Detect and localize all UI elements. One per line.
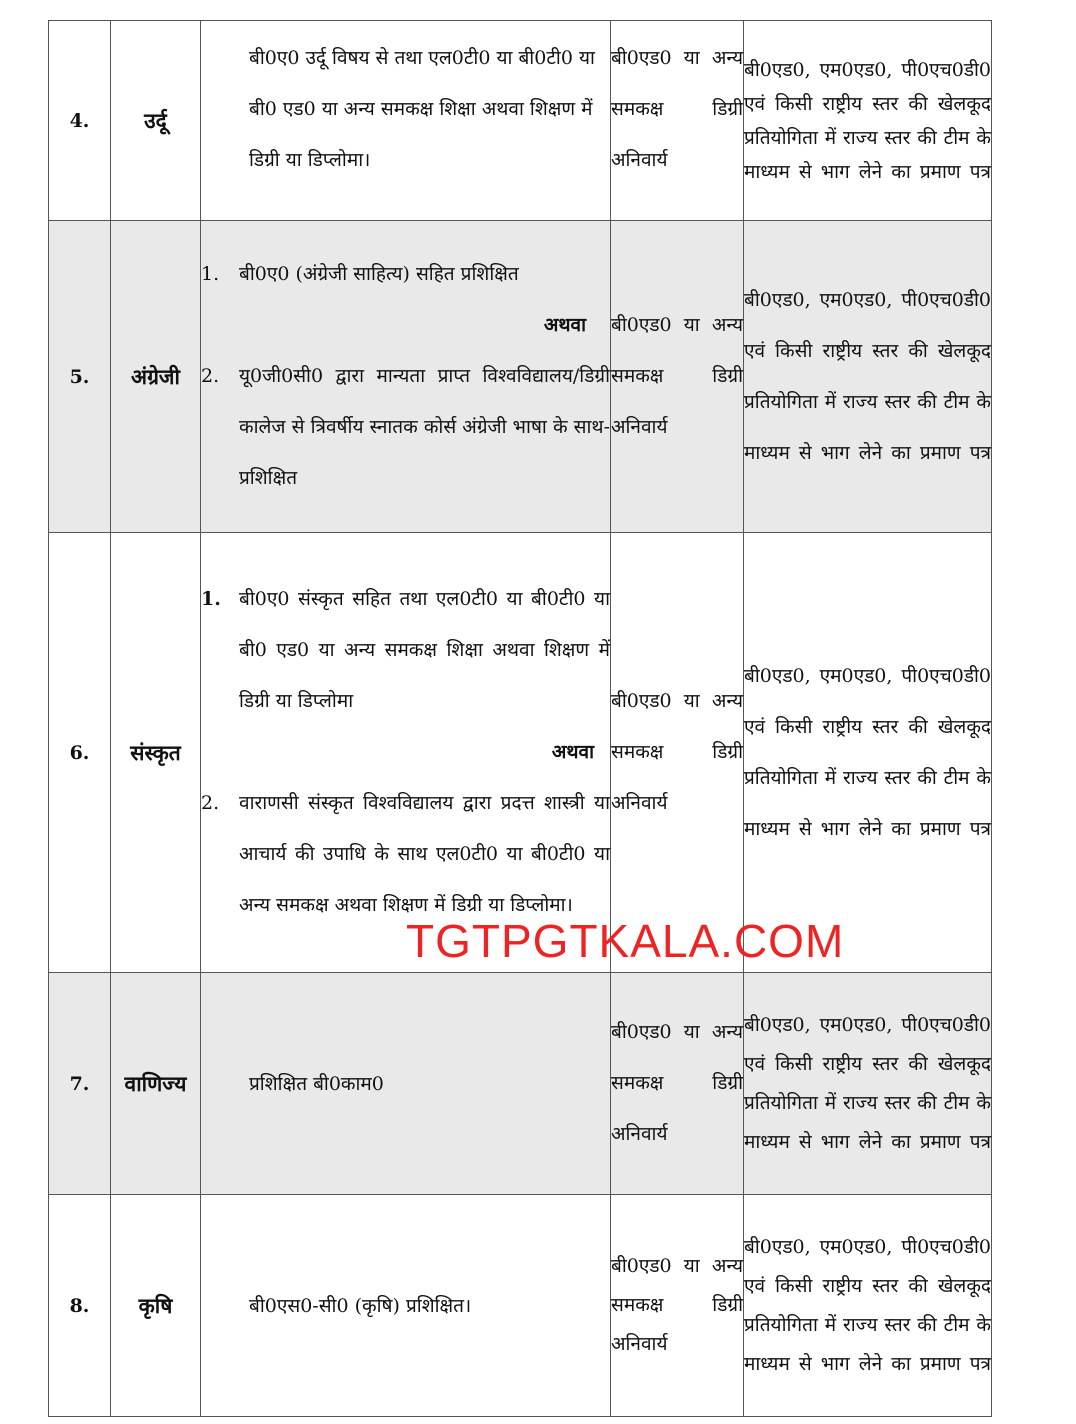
row-number: 7.	[49, 973, 111, 1195]
preferred-qualification: बी0एड0 या अन्य समकक्ष डिग्री अनिवार्य	[611, 973, 744, 1195]
preferred-qualification: बी0एड0 या अन्य समकक्ष डिग्री अनिवार्य	[611, 21, 744, 221]
item-number: 1.	[201, 263, 220, 285]
item-text: बी0ए0 संस्कृत सहित तथा एल0टी0 या बी0टी0 या बी0 एड0 या अन्य समकक्ष शिक्षा अथवा शिक्षण में डिग्री या डिप्लोमा	[239, 588, 610, 712]
min-qualification	[201, 221, 611, 533]
subject-name: वाणिज्य	[111, 973, 201, 1195]
list-item	[201, 249, 610, 300]
subject-name: संस्कृत	[111, 533, 201, 973]
extra-qualification: बी0एड0, एम0एड0, पी0एच0डी0 एवं किसी राष्ट्रीय स्तर की खेलकूद प्रतियोगिता में राज्य स्तर की टीम के माध्यम से भाग लेने का प्रमाण पत्र	[744, 1195, 992, 1417]
item-text: बी0ए0 (अंग्रेजी साहित्य) सहित प्रशिक्षित	[239, 263, 519, 285]
item-number: 2.	[201, 792, 220, 814]
extra-qualification: बी0एड0, एम0एड0, पी0एच0डी0 एवं किसी राष्ट्रीय स्तर की खेलकूद प्रतियोगिता में राज्य स्तर की टीम के माध्यम से भाग लेने का प्रमाण पत्र	[744, 533, 992, 973]
extra-qualification: बी0एड0, एम0एड0, पी0एच0डी0 एवं किसी राष्ट्रीय स्तर की खेलकूद प्रतियोगिता में राज्य स्तर की टीम के माध्यम से भाग लेने का प्रमाण पत्र	[744, 221, 992, 533]
item-text: वाराणसी संस्कृत विश्वविद्यालय द्वारा प्रदत्त शास्त्री या आचार्य की उपाधि के साथ एल0टी0 या बी0टी0 या अन्य समकक्ष अथवा शिक्षण में डिग्री या डिप्लोमा।	[239, 792, 610, 916]
list-item	[201, 574, 610, 727]
min-qualification: बी0एस0-सी0 (कृषि) प्रशिक्षित।	[201, 1195, 611, 1417]
list-item	[201, 778, 610, 931]
extra-qualification: बी0एड0, एम0एड0, पी0एच0डी0 एवं किसी राष्ट्रीय स्तर की खेलकूद प्रतियोगिता में राज्य स्तर की टीम के माध्यम से भाग लेने का प्रमाण पत्र	[744, 21, 992, 221]
table-row	[49, 1195, 992, 1417]
min-qualification	[201, 533, 611, 973]
item-text: यू0जी0सी0 द्वारा मान्यता प्राप्त विश्वविद्यालय/डिग्री कालेज से त्रिवर्षीय स्नातक कोर्स अंग्रेजी भाषा के साथ- प्रशिक्षित	[239, 365, 610, 489]
preferred-qualification: बी0एड0 या अन्य समकक्ष डिग्री अनिवार्य	[611, 221, 744, 533]
table-row	[49, 221, 992, 533]
item-number: 2.	[201, 365, 220, 387]
preferred-qualification: बी0एड0 या अन्य समकक्ष डिग्री अनिवार्य	[611, 533, 744, 973]
min-qualification: बी0ए0 उर्दू विषय से तथा एल0टी0 या बी0टी0 या बी0 एड0 या अन्य समकक्ष शिक्षा अथवा शिक्षण में डिग्री या डिप्लोमा।	[201, 21, 611, 221]
subject-name: कृषि	[111, 1195, 201, 1417]
preferred-qualification: बी0एड0 या अन्य समकक्ष डिग्री अनिवार्य	[611, 1195, 744, 1417]
table-row	[49, 973, 992, 1195]
list-item	[201, 351, 610, 504]
extra-qualification: बी0एड0, एम0एड0, पी0एच0डी0 एवं किसी राष्ट्रीय स्तर की खेलकूद प्रतियोगिता में राज्य स्तर की टीम के माध्यम से भाग लेने का प्रमाण पत्र	[744, 973, 992, 1195]
row-number: 5.	[49, 221, 111, 533]
row-number: 8.	[49, 1195, 111, 1417]
row-number: 6.	[49, 533, 111, 973]
qualification-table	[48, 20, 992, 1417]
subject-name: अंग्रेजी	[111, 221, 201, 533]
subject-name: उर्दू	[111, 21, 201, 221]
table-row	[49, 533, 992, 973]
or-separator: अथवा	[551, 741, 594, 763]
item-number: 1.	[201, 588, 221, 610]
min-qualification: प्रशिक्षित बी0काम0	[201, 973, 611, 1195]
table-row	[49, 21, 992, 221]
row-number: 4.	[49, 21, 111, 221]
or-separator: अथवा	[543, 314, 586, 336]
watermark: TGTPGTKALA.COM	[406, 915, 845, 967]
